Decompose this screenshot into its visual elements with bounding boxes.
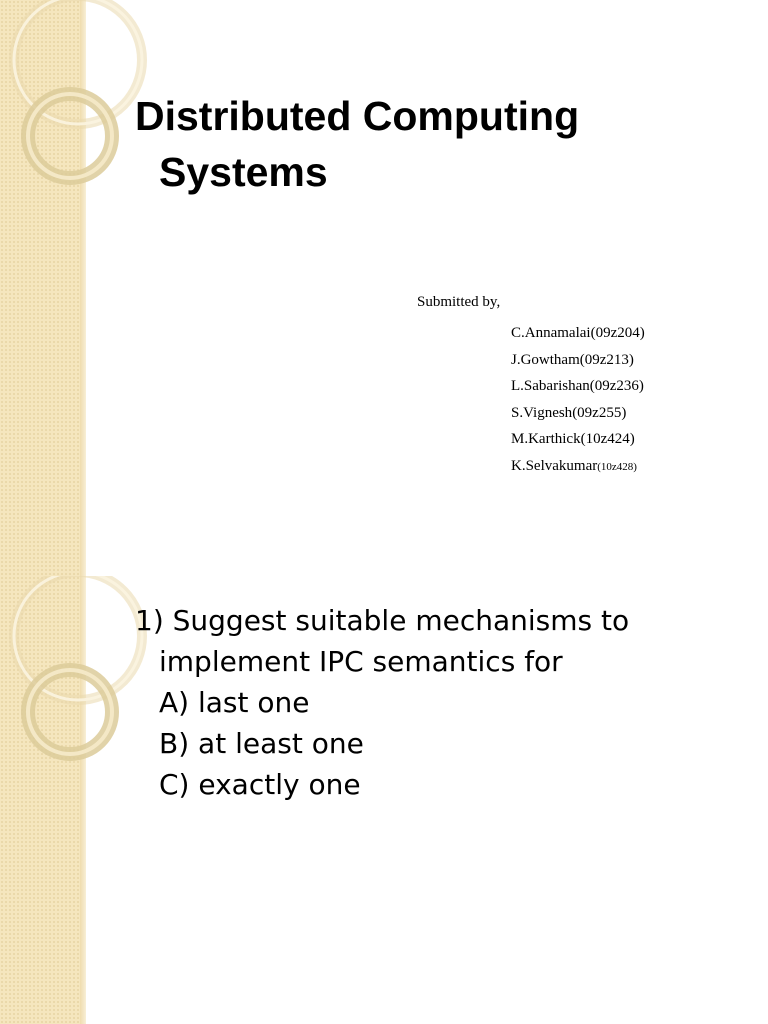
author-item: L.Sabarishan(09z236) xyxy=(511,378,644,395)
question-slide xyxy=(0,576,768,1024)
author-list xyxy=(511,320,645,481)
author-item: C.Annamalai(09z204) xyxy=(511,325,645,341)
question-line-2: implement IPC semantics for xyxy=(159,645,563,678)
option-a: A) last one xyxy=(159,686,310,719)
option-c: C) exactly one xyxy=(159,768,361,801)
submitted-by-label: Submitted by, xyxy=(417,294,501,310)
question-line-1: 1) Suggest suitable mechanisms to xyxy=(135,604,630,637)
title-line-1: Distributed Computing xyxy=(135,93,580,139)
option-b: B) at least one xyxy=(159,727,364,760)
author-item: J.Gowtham(09z213) xyxy=(511,351,634,368)
author-item: S.Vignesh(09z255) xyxy=(511,404,627,421)
author-item: K.Selvakumar(10z428) xyxy=(511,457,637,474)
author-item: M.Karthick(10z424) xyxy=(511,431,635,448)
slide-title xyxy=(135,88,735,200)
title-line-2: Systems xyxy=(159,149,328,195)
question-text xyxy=(135,600,735,805)
